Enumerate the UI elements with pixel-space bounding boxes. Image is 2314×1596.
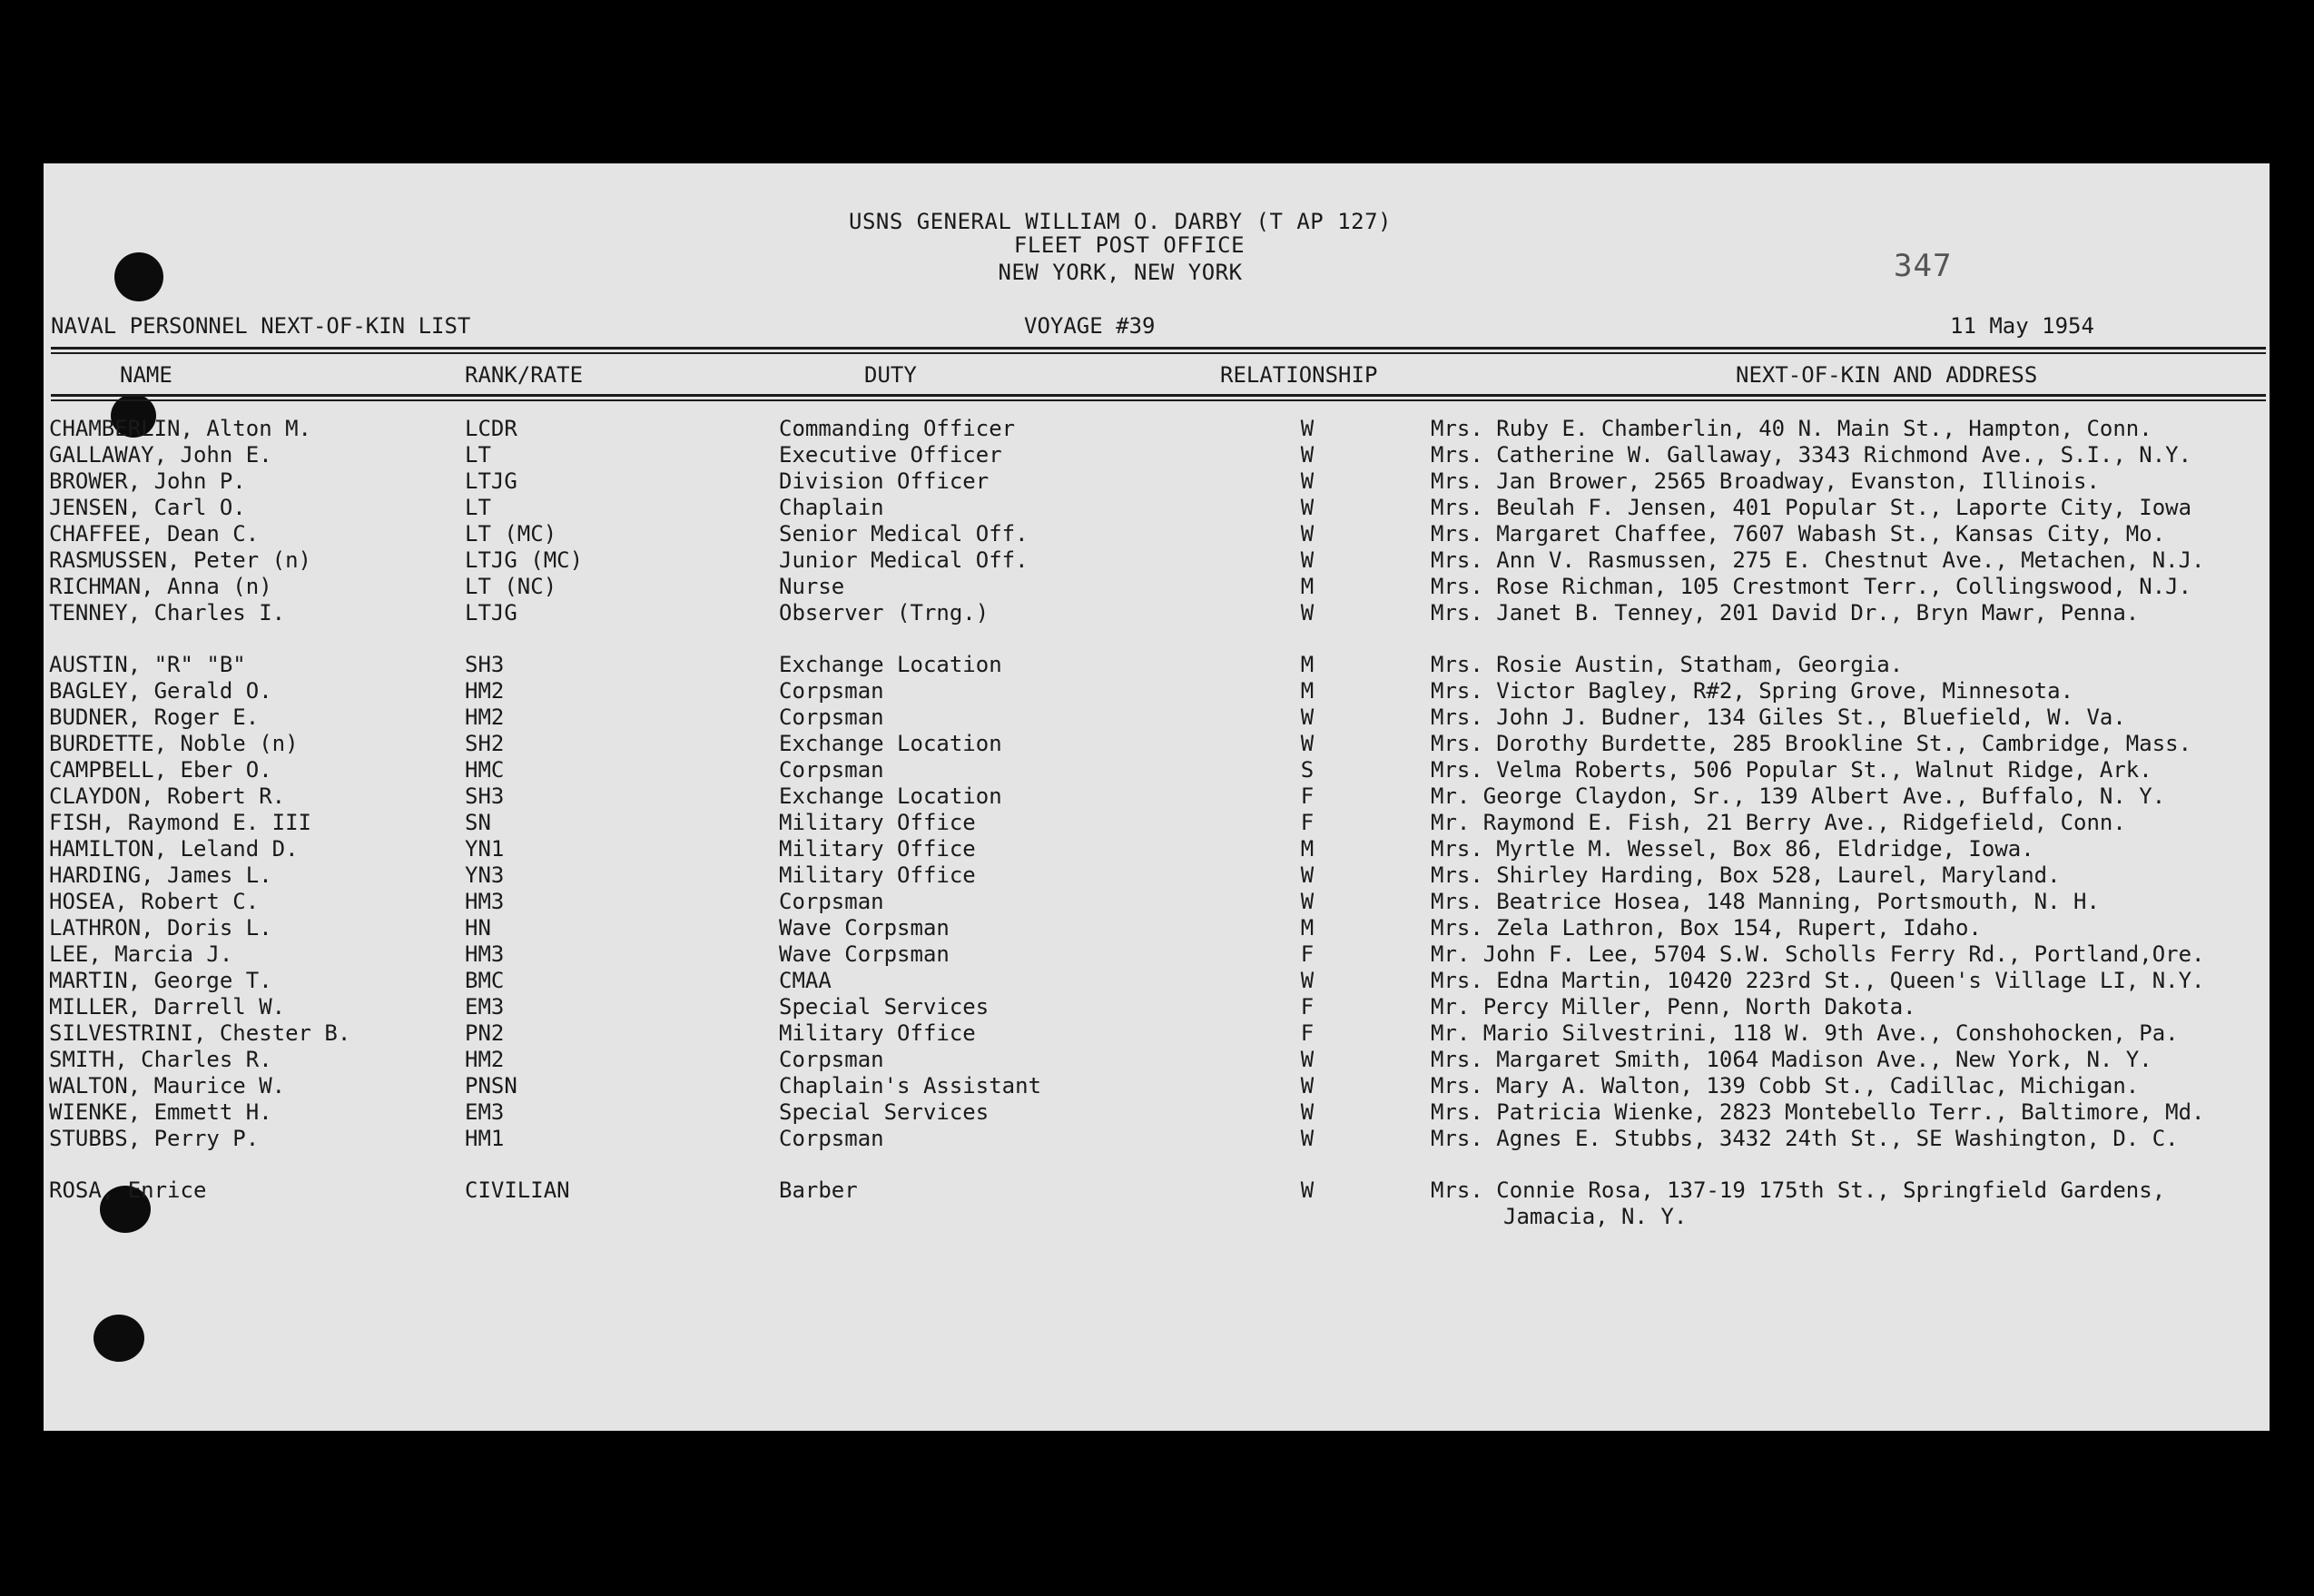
name-cell: BURDETTE, Noble (n) <box>49 731 299 756</box>
table-row <box>44 495 2270 521</box>
table-row <box>44 731 2270 757</box>
relationship-cell: M <box>1300 652 1315 677</box>
ship-name: USNS GENERAL WILLIAM O. DARBY (T AP 127) <box>849 209 1392 234</box>
name-cell: BUDNER, Roger E. <box>49 704 260 730</box>
next-of-kin-cell: Mr. George Claydon, Sr., 139 Albert Ave., Buffalo, N. Y. <box>1431 783 2166 809</box>
name-cell: TENNEY, Charles I. <box>49 600 286 626</box>
name-cell: WALTON, Maurice W. <box>49 1073 286 1098</box>
next-of-kin-cell: Mrs. Velma Roberts, 506 Popular St., Walnut Ridge, Ark. <box>1431 757 2152 783</box>
name-cell: FISH, Raymond E. III <box>49 810 311 835</box>
duty-cell: Corpsman <box>779 1126 884 1151</box>
duty-cell: Observer (Trng.) <box>779 600 990 626</box>
name-cell: AUSTIN, "R" "B" <box>49 652 246 677</box>
duty-cell: Corpsman <box>779 757 884 783</box>
name-cell: HAMILTON, Leland D. <box>49 836 299 862</box>
rank-cell: EM3 <box>465 994 505 1020</box>
duty-cell: CMAA <box>779 968 832 993</box>
duty-cell: Nurse <box>779 574 845 599</box>
name-cell: BROWER, John P. <box>49 468 246 494</box>
relationship-cell: W <box>1300 1126 1315 1151</box>
duty-cell: Exchange Location <box>779 652 1002 677</box>
rank-cell: EM3 <box>465 1099 505 1125</box>
table-row <box>44 1073 2270 1099</box>
name-cell: LEE, Marcia J. <box>49 941 233 967</box>
header-rule-top-2 <box>51 352 2266 354</box>
rank-cell: YN1 <box>465 836 505 862</box>
name-cell: STUBBS, Perry P. <box>49 1126 260 1151</box>
rank-cell: SH3 <box>465 783 505 809</box>
relationship-cell: W <box>1300 862 1315 888</box>
rank-cell: CIVILIAN <box>465 1177 570 1203</box>
name-cell: MILLER, Darrell W. <box>49 994 286 1020</box>
relationship-cell: W <box>1300 416 1315 441</box>
next-of-kin-cell: Mrs. Dorothy Burdette, 285 Brookline St., Cambridge, Mass. <box>1431 731 2192 756</box>
duty-cell: Special Services <box>779 994 990 1020</box>
rank-cell: HM3 <box>465 889 505 914</box>
relationship-cell: W <box>1300 600 1315 626</box>
page-number: 347 <box>1894 248 1953 284</box>
relationship-cell: W <box>1300 889 1315 914</box>
table-row <box>44 678 2270 704</box>
table-row-continuation <box>44 1204 2270 1230</box>
table-row <box>44 468 2270 495</box>
column-name: NAME <box>120 362 172 388</box>
next-of-kin-cell: Mrs. Agnes E. Stubbs, 3432 24th St., SE Washington, D. C. <box>1431 1126 2179 1151</box>
next-of-kin-cell: Mrs. Jan Brower, 2565 Broadway, Evanston, Illinois. <box>1431 468 2100 494</box>
name-cell: CLAYDON, Robert R. <box>49 783 286 809</box>
duty-cell: Division Officer <box>779 468 990 494</box>
rank-cell: PNSN <box>465 1073 517 1098</box>
name-cell: HOSEA, Robert C. <box>49 889 260 914</box>
next-of-kin-cell: Mrs. Catherine W. Gallaway, 3343 Richmond Ave., S.I., N.Y. <box>1431 442 2192 468</box>
column-rank: RANK/RATE <box>465 362 584 388</box>
next-of-kin-cell: Mr. Raymond E. Fish, 21 Berry Ave., Ridgefield, Conn. <box>1431 810 2126 835</box>
post-office: FLEET POST OFFICE <box>1013 232 1246 258</box>
rank-cell: LT (NC) <box>465 574 557 599</box>
next-of-kin-cell: Mrs. Ruby E. Chamberlin, 40 N. Main St., Hampton, Conn. <box>1431 416 2152 441</box>
rank-cell: LTJG <box>465 468 517 494</box>
next-of-kin-cell: Mrs. Zela Lathron, Box 154, Rupert, Idaho. <box>1431 915 1982 941</box>
table-row <box>44 862 2270 889</box>
relationship-cell: W <box>1300 704 1315 730</box>
table-row <box>44 968 2270 994</box>
duty-cell: Corpsman <box>779 678 884 704</box>
relationship-cell: W <box>1300 1177 1315 1203</box>
duty-cell: Exchange Location <box>779 783 1002 809</box>
table-row <box>44 1177 2270 1204</box>
header-rule-top <box>51 347 2266 350</box>
next-of-kin-cell: Mrs. Connie Rosa, 137-19 175th St., Springfield Gardens, <box>1431 1177 2166 1203</box>
column-next-of-kin: NEXT-OF-KIN AND ADDRESS <box>1736 362 2038 388</box>
table-row <box>44 757 2270 783</box>
rank-cell: SH3 <box>465 652 505 677</box>
name-cell: CHAMBERLIN, Alton M. <box>49 416 311 441</box>
name-cell: WIENKE, Emmett H. <box>49 1099 272 1125</box>
table-row <box>44 1020 2270 1047</box>
voyage-number: VOYAGE #39 <box>1024 313 1156 339</box>
relationship-cell: F <box>1300 941 1315 967</box>
relationship-cell: W <box>1300 1047 1315 1072</box>
relationship-cell: W <box>1300 468 1315 494</box>
rank-cell: YN3 <box>465 862 505 888</box>
name-cell: LATHRON, Doris L. <box>49 915 272 941</box>
rank-cell: HM2 <box>465 1047 505 1072</box>
table-row <box>44 652 2270 678</box>
name-cell: CAMPBELL, Eber O. <box>49 757 272 783</box>
rank-cell: HM1 <box>465 1126 505 1151</box>
next-of-kin-cell: Mrs. Edna Martin, 10420 223rd St., Queen's Village LI, N.Y. <box>1431 968 2205 993</box>
name-cell: BAGLEY, Gerald O. <box>49 678 272 704</box>
table-row <box>44 1047 2270 1073</box>
relationship-cell: F <box>1300 1020 1315 1046</box>
duty-cell: Wave Corpsman <box>779 915 950 941</box>
city: NEW YORK, NEW YORK <box>998 260 1243 285</box>
next-of-kin-cell: Mrs. Janet B. Tenney, 201 David Dr., Bryn Mawr, Penna. <box>1431 600 2140 626</box>
name-cell: HARDING, James L. <box>49 862 272 888</box>
relationship-cell: W <box>1300 1099 1315 1125</box>
duty-cell: Senior Medical Off. <box>779 521 1029 547</box>
table-row <box>44 547 2270 574</box>
punch-hole-bottom <box>94 1315 144 1362</box>
table-row <box>44 1126 2270 1152</box>
rank-cell: LTJG (MC) <box>465 547 584 573</box>
header-rule-bottom <box>51 394 2266 397</box>
column-relationship: RELATIONSHIP <box>1220 362 1378 388</box>
duty-cell: Military Office <box>779 810 976 835</box>
duty-cell: Military Office <box>779 862 976 888</box>
rank-cell: PN2 <box>465 1020 505 1046</box>
table-row <box>44 442 2270 468</box>
rank-cell: SH2 <box>465 731 505 756</box>
relationship-cell: F <box>1300 994 1315 1020</box>
next-of-kin-cell: Mrs. John J. Budner, 134 Giles St., Bluefield, W. Va. <box>1431 704 2126 730</box>
name-cell: GALLAWAY, John E. <box>49 442 272 468</box>
relationship-cell: W <box>1300 968 1315 993</box>
next-of-kin-cell: Mrs. Beulah F. Jensen, 401 Popular St., Laporte City, Iowa <box>1431 495 2192 520</box>
table-row <box>44 521 2270 547</box>
rank-cell: LCDR <box>465 416 517 441</box>
next-of-kin-cell: Mrs. Shirley Harding, Box 528, Laurel, Maryland. <box>1431 862 2061 888</box>
header-rule-bottom-2 <box>51 399 2266 401</box>
list-date: 11 May 1954 <box>1950 313 2094 339</box>
name-cell: RICHMAN, Anna (n) <box>49 574 272 599</box>
rank-cell: LT <box>465 442 491 468</box>
next-of-kin-cell-line2: Jamacia, N. Y. <box>1503 1204 1688 1229</box>
rank-cell: HM2 <box>465 704 505 730</box>
next-of-kin-cell: Mrs. Myrtle M. Wessel, Box 86, Eldridge, Iowa. <box>1431 836 2034 862</box>
next-of-kin-cell: Mrs. Margaret Smith, 1064 Madison Ave., New York, N. Y. <box>1431 1047 2152 1072</box>
rank-cell: HN <box>465 915 491 941</box>
table-row <box>44 941 2270 968</box>
name-cell: RASMUSSEN, Peter (n) <box>49 547 311 573</box>
relationship-cell: W <box>1300 442 1315 468</box>
table-row <box>44 416 2270 442</box>
next-of-kin-cell: Mrs. Margaret Chaffee, 7607 Wabash St., Kansas City, Mo. <box>1431 521 2166 547</box>
table-row <box>44 783 2270 810</box>
duty-cell: Corpsman <box>779 889 884 914</box>
table-row <box>44 915 2270 941</box>
name-cell: MARTIN, George T. <box>49 968 272 993</box>
table-row <box>44 704 2270 731</box>
duty-cell: Commanding Officer <box>779 416 1016 441</box>
next-of-kin-cell: Mr. Mario Silvestrini, 118 W. 9th Ave., Conshohocken, Pa. <box>1431 1020 2179 1046</box>
rank-cell: BMC <box>465 968 505 993</box>
duty-cell: Executive Officer <box>779 442 1002 468</box>
relationship-cell: M <box>1300 678 1315 704</box>
relationship-cell: W <box>1300 547 1315 573</box>
rank-cell: LT <box>465 495 491 520</box>
rank-cell: HM3 <box>465 941 505 967</box>
duty-cell: Special Services <box>779 1099 990 1125</box>
duty-cell: Junior Medical Off. <box>779 547 1029 573</box>
relationship-cell: W <box>1300 495 1315 520</box>
next-of-kin-cell: Mr. John F. Lee, 5704 S.W. Scholls Ferry Rd., Portland,Ore. <box>1431 941 2205 967</box>
next-of-kin-cell: Mrs. Rose Richman, 105 Crestmont Terr., Collingswood, N.J. <box>1431 574 2192 599</box>
relationship-cell: F <box>1300 783 1315 809</box>
next-of-kin-cell: Mrs. Victor Bagley, R#2, Spring Grove, Minnesota. <box>1431 678 2074 704</box>
relationship-cell: W <box>1300 731 1315 756</box>
rank-cell: LT (MC) <box>465 521 557 547</box>
duty-cell: Military Office <box>779 836 976 862</box>
column-duty: DUTY <box>864 362 917 388</box>
table-row <box>44 1099 2270 1126</box>
next-of-kin-cell: Mrs. Patricia Wienke, 2823 Montebello Terr., Baltimore, Md. <box>1431 1099 2205 1125</box>
relationship-cell: M <box>1300 915 1315 941</box>
duty-cell: Corpsman <box>779 1047 884 1072</box>
relationship-cell: W <box>1300 1073 1315 1098</box>
table-row <box>44 810 2270 836</box>
duty-cell: Exchange Location <box>779 731 1002 756</box>
duty-cell: Wave Corpsman <box>779 941 950 967</box>
duty-cell: Barber <box>779 1177 858 1203</box>
table-row <box>44 889 2270 915</box>
relationship-cell: M <box>1300 574 1315 599</box>
relationship-cell: M <box>1300 836 1315 862</box>
next-of-kin-cell: Mrs. Mary A. Walton, 139 Cobb St., Cadillac, Michigan. <box>1431 1073 2140 1098</box>
duty-cell: Corpsman <box>779 704 884 730</box>
duty-cell: Chaplain <box>779 495 884 520</box>
rank-cell: HMC <box>465 757 505 783</box>
next-of-kin-cell: Mrs. Beatrice Hosea, 148 Manning, Portsmouth, N. H. <box>1431 889 2100 914</box>
next-of-kin-cell: Mrs. Ann V. Rasmussen, 275 E. Chestnut Ave., Metachen, N.J. <box>1431 547 2205 573</box>
table-row <box>44 836 2270 862</box>
name-cell: CHAFFEE, Dean C. <box>49 521 260 547</box>
rank-cell: SN <box>465 810 491 835</box>
name-cell: SMITH, Charles R. <box>49 1047 272 1072</box>
relationship-cell: F <box>1300 810 1315 835</box>
table-row <box>44 994 2270 1020</box>
relationship-cell: W <box>1300 521 1315 547</box>
name-cell: SILVESTRINI, Chester B. <box>49 1020 351 1046</box>
relationship-cell: S <box>1300 757 1315 783</box>
table-row <box>44 574 2270 600</box>
duty-cell: Chaplain's Assistant <box>779 1073 1041 1098</box>
next-of-kin-cell: Mr. Percy Miller, Penn, North Dakota. <box>1431 994 1916 1020</box>
name-cell: JENSEN, Carl O. <box>49 495 246 520</box>
name-cell: ROSA, Enrice <box>49 1177 207 1203</box>
rank-cell: LTJG <box>465 600 517 626</box>
table-row <box>44 600 2270 626</box>
next-of-kin-cell: Mrs. Rosie Austin, Statham, Georgia. <box>1431 652 1904 677</box>
document-page <box>44 163 2270 1431</box>
list-title: NAVAL PERSONNEL NEXT-OF-KIN LIST <box>51 313 471 339</box>
rank-cell: HM2 <box>465 678 505 704</box>
duty-cell: Military Office <box>779 1020 976 1046</box>
